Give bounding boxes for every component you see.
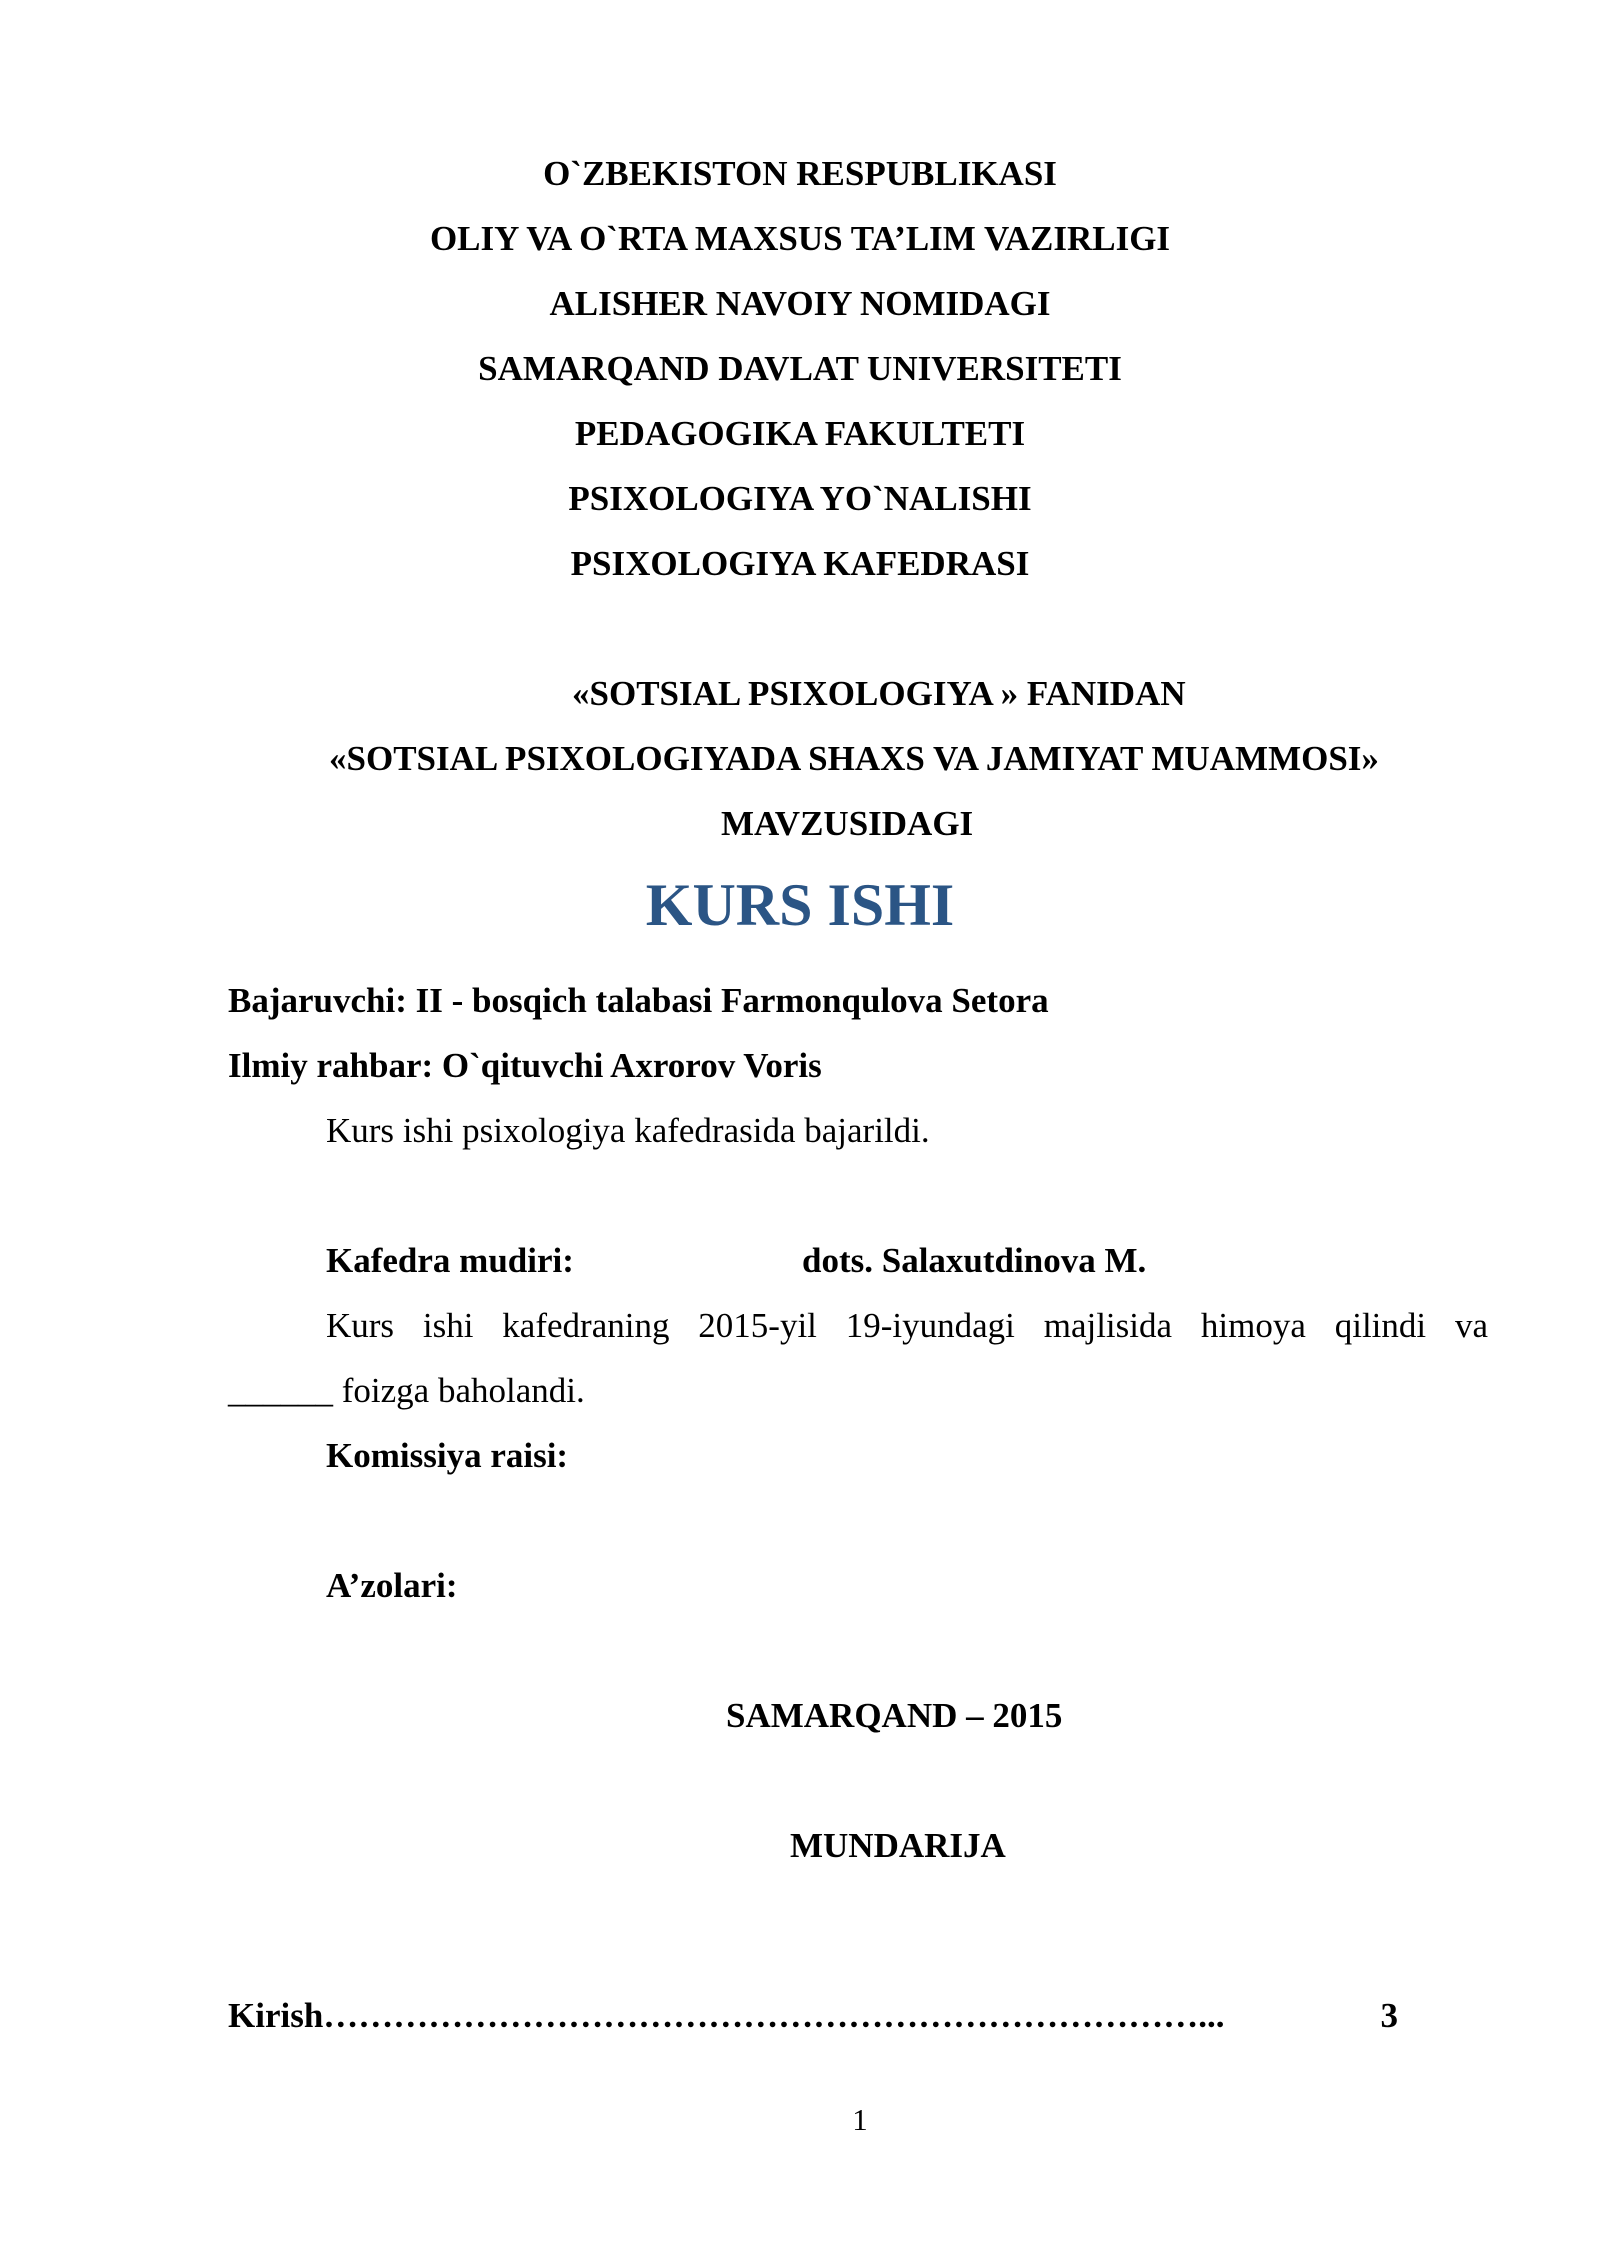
header-line-republic: O`ZBEKISTON RESPUBLIKASI	[543, 154, 1057, 193]
header-line-faculty: PEDAGOGIKA FAKULTETI	[574, 414, 1026, 453]
document-title: KURS ISHI	[645, 872, 955, 938]
defense-note-line1: Kurs ishi kafedraning 2015-yil 19-iyundagi majlisida himoya qilindi va	[326, 1306, 1488, 1345]
toc-entry[interactable]	[228, 1995, 1398, 2037]
header-line-named-after: ALISHER NAVOIY NOMIDAGI	[549, 284, 1051, 323]
header-line-department: PSIXOLOGIYA KAFEDRASI	[570, 544, 1030, 583]
subject-line-mavzusidagi: MAVZUSIDAGI	[721, 804, 974, 843]
toc-entry-label: Kirish	[228, 1996, 324, 2035]
toc-entry-page: 3	[1380, 1996, 1398, 2035]
subject-line-discipline: «SOTSIAL PSIXOLOGIYA » FANIDAN	[572, 674, 1186, 713]
toc-entry-dots: …………………………………………………………………...	[323, 1996, 1225, 2035]
executor-line: Bajaruvchi: II - bosqich talabasi Farmonqulova Setora	[228, 981, 1049, 1020]
supervisor-line: Ilmiy rahbar: O`qituvchi Axrorov Voris	[228, 1046, 822, 1085]
completed-note: Kurs ishi psixologiya kafedrasida bajarildi.	[326, 1111, 930, 1150]
commission-chair-label: Komissiya raisi:	[326, 1436, 569, 1475]
department-head-name: dots. Salaxutdinova M.	[802, 1241, 1147, 1280]
header-line-university: SAMARQAND DAVLAT UNIVERSITETI	[478, 349, 1122, 388]
department-head-label: Kafedra mudiri:	[326, 1241, 574, 1280]
contents-heading: MUNDARIJA	[790, 1826, 1006, 1865]
header-line-direction: PSIXOLOGIYA YO`NALISHI	[568, 479, 1032, 518]
header-line-ministry: OLIY VA O`RTA MAXSUS TA’LIM VAZIRLIGI	[429, 219, 1171, 258]
members-label: A’zolari:	[326, 1566, 458, 1605]
page-number: 1	[852, 2102, 868, 2137]
city-year: SAMARQAND – 2015	[726, 1696, 1063, 1735]
defense-note-line2: ______ foizga baholandi.	[228, 1371, 585, 1410]
subject-line-topic: «SOTSIAL PSIXOLOGIYADA SHAXS VA JAMIYAT MUAMMOSI»	[329, 739, 1379, 778]
